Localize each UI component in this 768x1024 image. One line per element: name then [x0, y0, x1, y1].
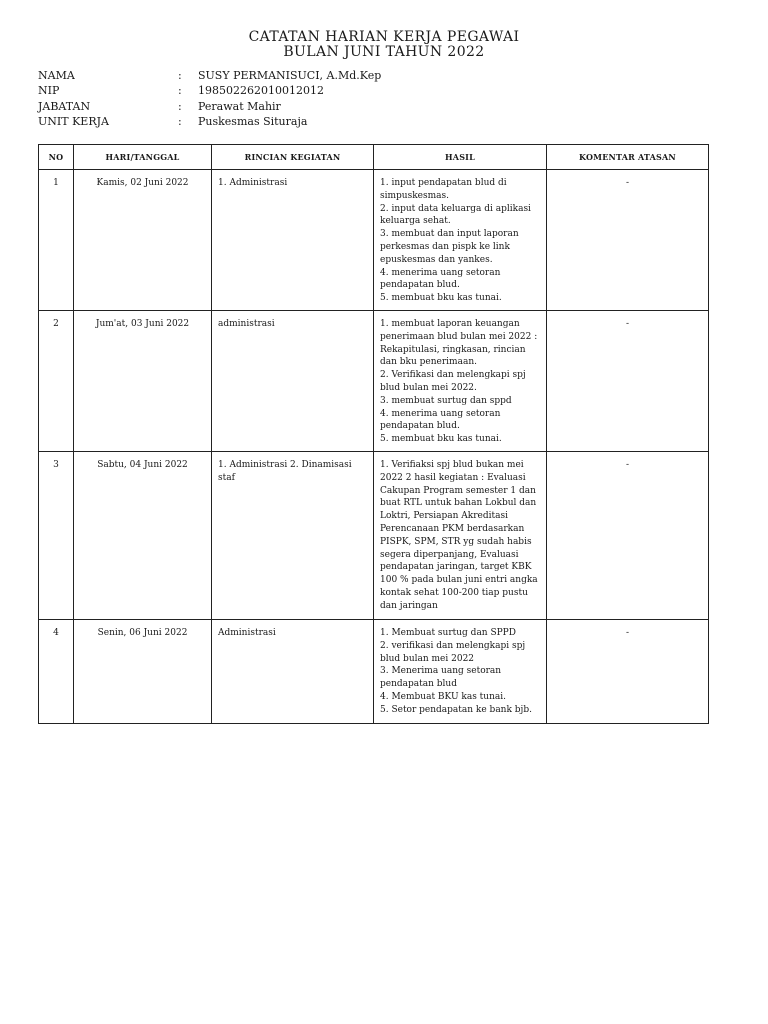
employee-info — [38, 68, 381, 129]
table-row — [39, 311, 709, 452]
info-label: UNIT KERJA — [38, 114, 109, 128]
info-label: JABATAN — [38, 99, 91, 113]
table-row — [39, 620, 709, 724]
hasil-item: 5. membuat bku kas tunai. — [380, 293, 502, 304]
info-row-unit-kerja — [38, 114, 381, 129]
hasil-item: 3. membuat dan input laporan perkesmas dan pispk ke link epuskesmas dan yankes. — [380, 229, 519, 265]
cell-no: 4 — [39, 620, 74, 724]
cell-tanggal: Jum'at, 03 Juni 2022 — [74, 311, 212, 452]
table-header-row — [39, 145, 709, 170]
header-no: NO — [39, 145, 74, 170]
cell-komentar: - — [547, 452, 709, 620]
info-colon: : — [178, 114, 182, 128]
cell-tanggal: Sabtu, 04 Juni 2022 — [74, 452, 212, 620]
hasil-item: 2. verifikasi dan melengkapi spj blud bulan mei 2022 — [380, 640, 526, 664]
info-value: Puskesmas Situraja — [198, 114, 308, 128]
cell-rincian: 1. Administrasi — [212, 170, 374, 311]
header-rincian: RINCIAN KEGIATAN — [212, 145, 374, 170]
hasil-item: 2. Verifikasi dan melengkapi spj blud bulan mei 2022. — [380, 370, 526, 393]
info-label: NIP — [38, 84, 60, 98]
cell-hasil — [374, 311, 547, 452]
hasil-item: 5. Setor pendapatan ke bank bjb. — [380, 704, 532, 715]
hasil-item: 1. Membuat surtug dan SPPD — [380, 628, 516, 638]
hasil-item: 5. membuat bku kas tunai. — [380, 434, 502, 445]
document-title: CATATAN HARIAN KERJA PEGAWAI — [248, 29, 520, 45]
info-row-nip — [38, 83, 381, 98]
cell-tanggal: Senin, 06 Juni 2022 — [74, 620, 212, 724]
hasil-item: 1. Verifiaksi spj blud bukan mei 2022 2 hasil kegiatan : Evaluasi Cakupan Program semester 1 dan buat RTL untuk bahan Lokbul dan Loktri, Persiapan Akreditasi Perencanaan PKM berdasarkan PISPK, SPM, STR yg sudah habis segera diperpanjang, Evaluasi pendapatan jaringan, target KBK 100 % pada bulan juni entri angka kontak sehat 100-200 tiap pustu dan jaringan — [380, 460, 538, 611]
hasil-item: 3. membuat surtug dan sppd — [380, 395, 512, 406]
info-value: 198502262010012012 — [198, 84, 324, 98]
hasil-item: 1. membuat laporan keuangan penerimaan blud bulan mei 2022 : Rekapitulasi, ringkasan, rincian dan bku penerimaan. — [380, 319, 538, 368]
info-colon: : — [178, 99, 182, 113]
hasil-item: 4. menerima uang setoran pendapatan blud. — [380, 267, 501, 291]
hasil-item: 1. input pendapatan blud di simpuskesmas. — [380, 178, 507, 201]
info-value: Perawat Mahir — [198, 99, 281, 113]
cell-hasil — [374, 620, 547, 724]
table-row — [39, 170, 709, 311]
info-value: SUSY PERMANISUCI, A.Md.Kep — [198, 69, 382, 82]
info-label: NAMA — [38, 69, 75, 82]
info-colon: : — [178, 69, 182, 82]
info-row-jabatan — [38, 99, 381, 114]
cell-rincian: Administrasi — [212, 620, 374, 724]
header-hasil: HASIL — [374, 145, 547, 170]
cell-tanggal: Kamis, 02 Juni 2022 — [74, 170, 212, 311]
cell-rincian: 1. Administrasi 2. Dinamisasi staf — [212, 452, 374, 620]
hasil-item: 3. Menerima uang setoran pendapatan blud — [380, 666, 502, 690]
hasil-item: 4. menerima uang setoran pendapatan blud. — [380, 408, 501, 432]
info-row-nama — [38, 68, 381, 83]
document-subtitle: BULAN JUNI TAHUN 2022 — [283, 44, 485, 60]
cell-komentar: - — [547, 170, 709, 311]
hasil-item: 4. Membuat BKU kas tunai. — [380, 691, 506, 702]
info-colon: : — [178, 84, 182, 98]
cell-hasil — [374, 170, 547, 311]
cell-komentar: - — [547, 311, 709, 452]
hasil-item: 2. input data keluarga di aplikasi keluarga sehat. — [380, 203, 531, 227]
cell-no: 3 — [39, 452, 74, 620]
header-komentar: KOMENTAR ATASAN — [547, 145, 709, 170]
cell-no: 2 — [39, 311, 74, 452]
cell-rincian: administrasi — [212, 311, 374, 452]
activity-table — [38, 144, 709, 724]
cell-komentar: - — [547, 620, 709, 724]
table-row — [39, 452, 709, 620]
cell-no: 1 — [39, 170, 74, 311]
header-tanggal: HARI/TANGGAL — [74, 145, 212, 170]
cell-hasil — [374, 452, 547, 620]
